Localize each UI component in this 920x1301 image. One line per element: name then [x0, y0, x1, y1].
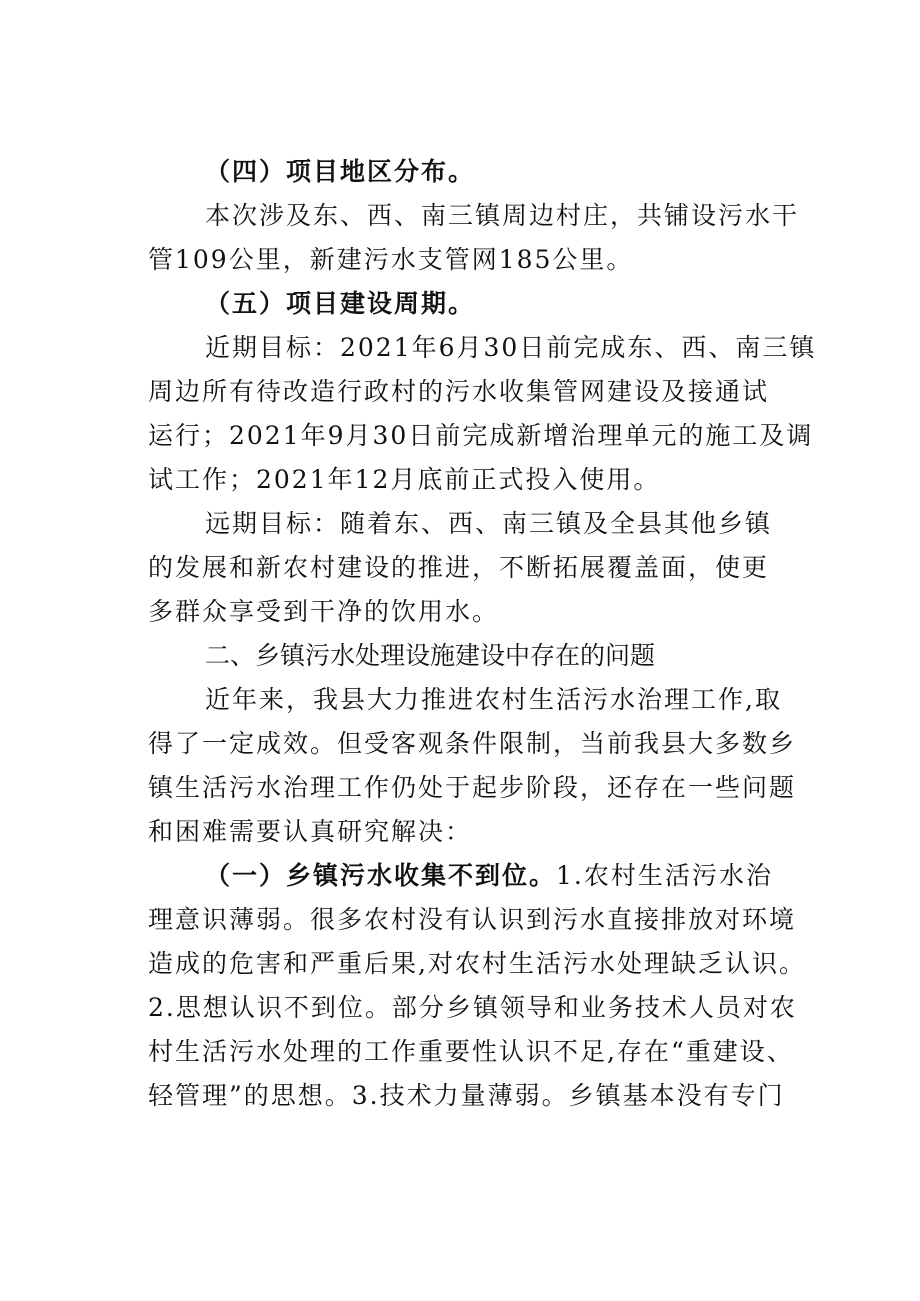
long-term-goal-line-2: 的发展和新农村建设的推进，不断拓展覆盖面，使更 [148, 553, 770, 582]
part-2-intro-line-1: 近年来，我县大力推进农村生活污水治理工作,取 [205, 685, 782, 714]
near-term-goal-line-4: 试工作；2021年12月底前正式投入使用。 [148, 465, 661, 494]
part-2-intro-line-2: 得了一定成效。但受客观条件限制，当前我县大多数乡 [148, 729, 797, 758]
part-2-intro-line-3: 镇生活污水治理工作仍处于起步阶段，还存在一些问题 [148, 773, 797, 802]
problem-1-line-1 [205, 856, 773, 896]
near-term-goal-line-1: 近期目标：2021年6月30日前完成东、西、南三镇 [205, 333, 817, 362]
long-term-goal-line-3: 多群众享受到干净的饮用水。 [148, 597, 500, 626]
section-4-paragraph-line-2: 管109公里，新建污水支管网185公里。 [148, 245, 634, 274]
problem-1-line-3: 造成的危害和严重后果,对农村生活污水处理缺乏认识。 [148, 949, 806, 978]
problem-1-line-6: 轻管理”的思想。3.技术力量薄弱。乡镇基本没有专门 [148, 1081, 785, 1110]
near-term-goal-line-2: 周边所有待改造行政村的污水收集管网建设及接通试 [148, 377, 770, 406]
problem-1-line-1-text: 1.农村生活污水治 [556, 861, 773, 890]
part-2-intro-line-4: 和困难需要认真研究解决： [148, 817, 473, 846]
problem-1-line-2: 理意识薄弱。很多农村没有认识到污水直接排放对环境 [148, 905, 797, 934]
long-term-goal-line-1: 远期目标：随着东、西、南三镇及全县其他乡镇 [205, 509, 773, 538]
section-4-paragraph-line-1: 本次涉及东、西、南三镇周边村庄，共铺设污水干 [205, 201, 800, 230]
problem-1-line-4: 2.思想认识不到位。部分乡镇领导和业务技术人员对农 [148, 993, 797, 1022]
problem-1-line-5: 村生活污水处理的工作重要性认识不足,存在“重建设、 [148, 1037, 794, 1066]
near-term-goal-line-3: 运行；2021年9月30日前完成新增治理单元的施工及调 [148, 421, 814, 450]
section-5-heading: （五）项目建设周期。 [205, 289, 476, 318]
problem-1-heading: （一）乡镇污水收集不到位。 [205, 861, 557, 890]
part-2-heading: 二、乡镇污水处理设施建设中存在的问题 [205, 641, 656, 670]
section-4-heading: （四）项目地区分布。 [205, 157, 476, 186]
